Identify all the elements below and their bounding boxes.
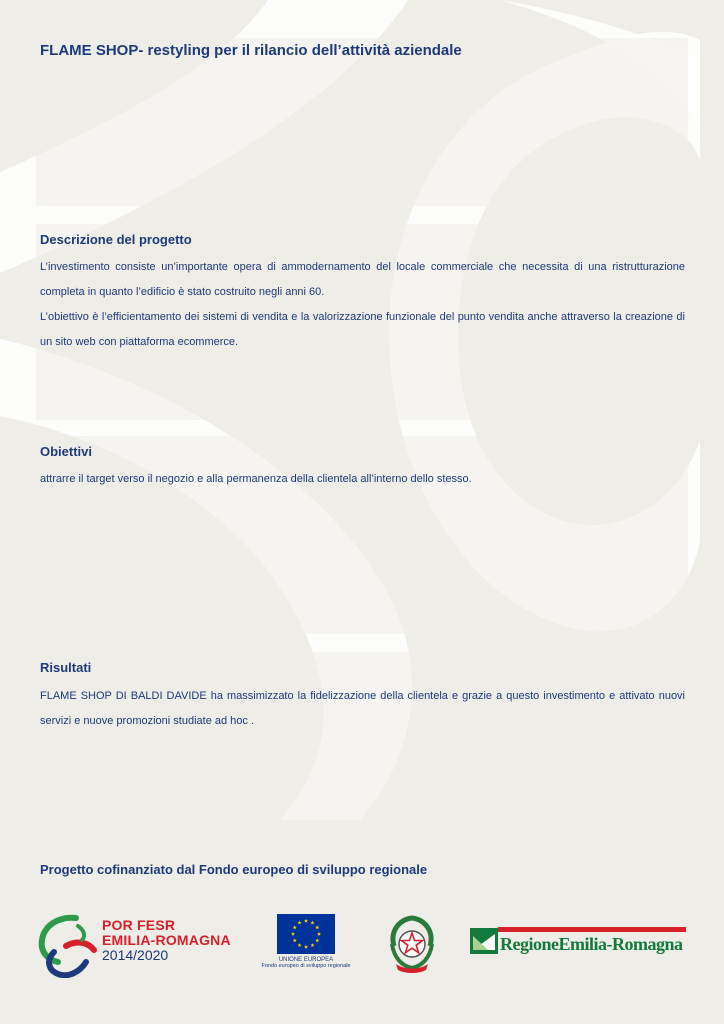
obiettivi-paragraph: attrarre il target verso il negozio e alla permanenza della clientela all’interno dello stesso. xyxy=(40,473,472,485)
por-fesr-logo xyxy=(36,912,236,982)
risultati-paragraph: FLAME SHOP DI BALDI DAVIDE ha massimizzato la fidelizzazione della clientela e grazie a questo investimento e attivato nuovi servizi e nuove promozioni studiate ad hoc . xyxy=(40,690,685,727)
eu-logo xyxy=(254,914,358,976)
section-heading-descrizione: Descrizione del progetto xyxy=(40,232,192,247)
regione-emilia-romagna-logo xyxy=(470,925,688,961)
italian-republic-emblem-icon xyxy=(386,914,438,974)
por-fesr-line-2: EMILIA-ROMAGNA xyxy=(102,932,231,948)
descrizione-paragraph-2: L’obiettivo è l’efficientamento dei sistemi di vendita e la valorizzazione funzionale del punto vendita anche attraverso la creazione di un sito web con piattaforma ecommerce. xyxy=(40,311,685,348)
descrizione-paragraph-1: L’investimento consiste un’importante opera di ammodernamento del locale commerciale che necessita di una ristrutturazione completa in quanto l’edificio è stato costruito negli anni 60. xyxy=(40,261,685,298)
por-fesr-wordmark xyxy=(102,918,231,963)
rer-red-bar xyxy=(498,927,686,932)
por-fesr-swirl-icon xyxy=(36,912,98,978)
rer-wordmark: RegioneEmilia-Romagna xyxy=(500,934,683,954)
page-title: FLAME SHOP- restyling per il rilancio dell’attività aziendale xyxy=(40,42,462,59)
rer-emblem-icon xyxy=(470,928,498,954)
footer-heading: Progetto cofinanziato dal Fondo europeo di sviluppo regionale xyxy=(40,862,428,877)
eu-flag-icon xyxy=(277,914,335,954)
section-heading-risultati: Risultati xyxy=(40,660,92,675)
section-body-descrizione xyxy=(40,255,685,355)
section-body-obiettivi xyxy=(40,467,685,492)
por-fesr-line-3: 2014/2020 xyxy=(102,947,169,963)
section-body-risultati xyxy=(40,684,685,734)
section-heading-obiettivi: Obiettivi xyxy=(40,444,93,459)
eu-caption-line-2: Fondo europeo di sviluppo regionale xyxy=(261,963,351,969)
eu-caption-line-1: UNIONE EUROPEA xyxy=(278,957,334,963)
por-fesr-line-1: POR FESR xyxy=(102,917,176,933)
